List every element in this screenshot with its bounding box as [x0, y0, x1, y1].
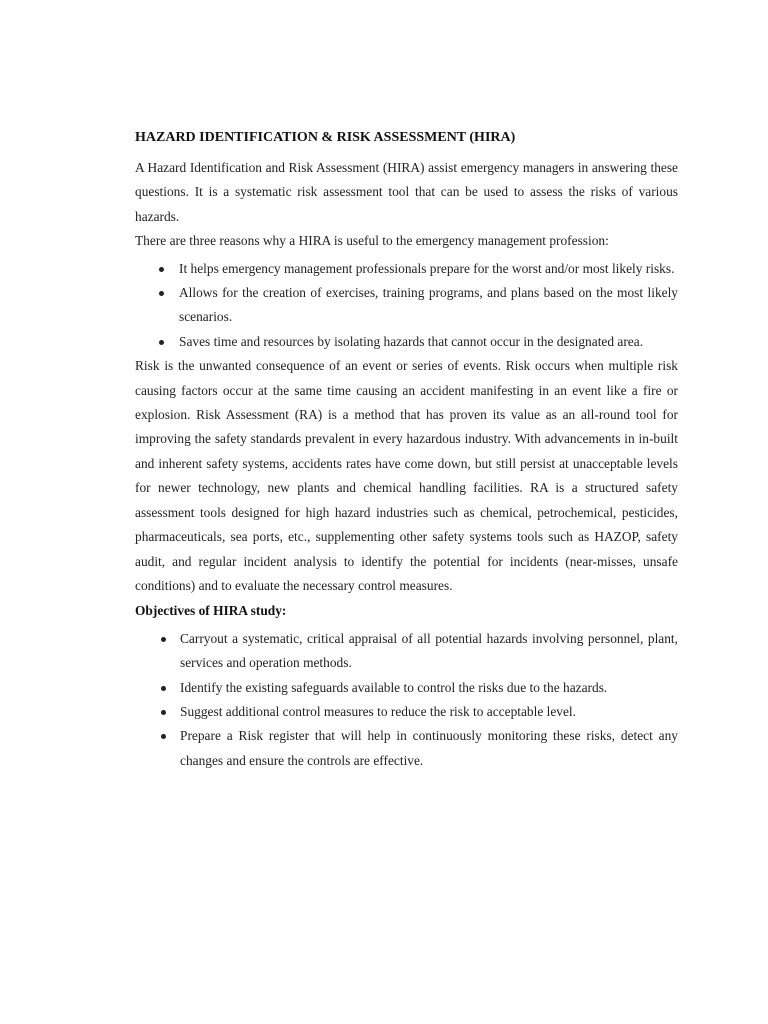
list-item-text: Allows for the creation of exercises, training programs, and plans based on the most likely scenarios. — [179, 285, 678, 325]
bullet-icon — [161, 734, 166, 739]
reasons-list — [135, 257, 678, 355]
list-item-text: Prepare a Risk register that will help in continuously monitoring these risks, detect any changes and ensure the controls are effective. — [180, 728, 678, 768]
document-title: HAZARD IDENTIFICATION & RISK ASSESSMENT (HIRA) — [135, 130, 516, 145]
list-item — [135, 330, 678, 354]
objectives-list — [135, 627, 678, 773]
list-item — [135, 257, 678, 281]
list-item-text: Saves time and resources by isolating hazards that cannot occur in the designated area. — [179, 333, 644, 349]
reasons-intro: There are three reasons why a HIRA is useful to the emergency management profession: — [135, 233, 609, 249]
list-item — [135, 676, 678, 700]
list-item-text: Carryout a systematic, critical appraisal of all potential hazards involving personnel, plant, services and operation methods. — [180, 630, 678, 671]
bullet-icon — [161, 686, 166, 691]
list-item-text: Suggest additional control measures to reduce the risk to acceptable level. — [180, 703, 577, 719]
list-item-text: It helps emergency management professionals prepare for the worst and/or most likely risks. — [179, 260, 675, 276]
intro-paragraph: A Hazard Identification and Risk Assessment (HIRA) assist emergency managers in answering these questions. It is a systematic risk assessment tool that can be used to assess the risks of various hazards. — [135, 160, 678, 224]
list-item — [135, 724, 678, 773]
document-page — [135, 126, 678, 773]
list-item-text: Identify the existing safeguards available to control the risks due to the hazards. — [180, 679, 608, 695]
bullet-icon — [161, 710, 166, 715]
list-item — [135, 700, 678, 724]
objectives-heading: Objectives of HIRA study: — [135, 603, 287, 619]
bullet-icon — [159, 267, 164, 272]
risk-paragraph: Risk is the unwanted consequence of an event or series of events. Risk occurs when multiple risk causing factors occur at the same time causing an accident manifesting in an event like a fire or explosion. Risk Assessment (RA) is a method that has proven its value as an all-round tool for improving the safety standards prevalent in every hazardous industry. With advancements in in-built and inherent safety systems, accidents rates have come down, but still persist at unacceptable levels for newer technology, new plants and chemical handling facilities. RA is a structured safety assessment tools designed for high hazard industries such as chemical, petrochemical, pesticides, pharmaceuticals, sea ports, etc., supplementing other safety systems tools such as HAZOP, safety audit, and regular incident analysis to identify the potential for incidents (near-misses, unsafe conditions) and to evaluate the necessary control measures. — [135, 358, 678, 593]
list-item — [135, 281, 678, 330]
bullet-icon — [159, 340, 164, 345]
bullet-icon — [159, 291, 164, 296]
list-item — [135, 627, 678, 676]
bullet-icon — [161, 637, 166, 642]
